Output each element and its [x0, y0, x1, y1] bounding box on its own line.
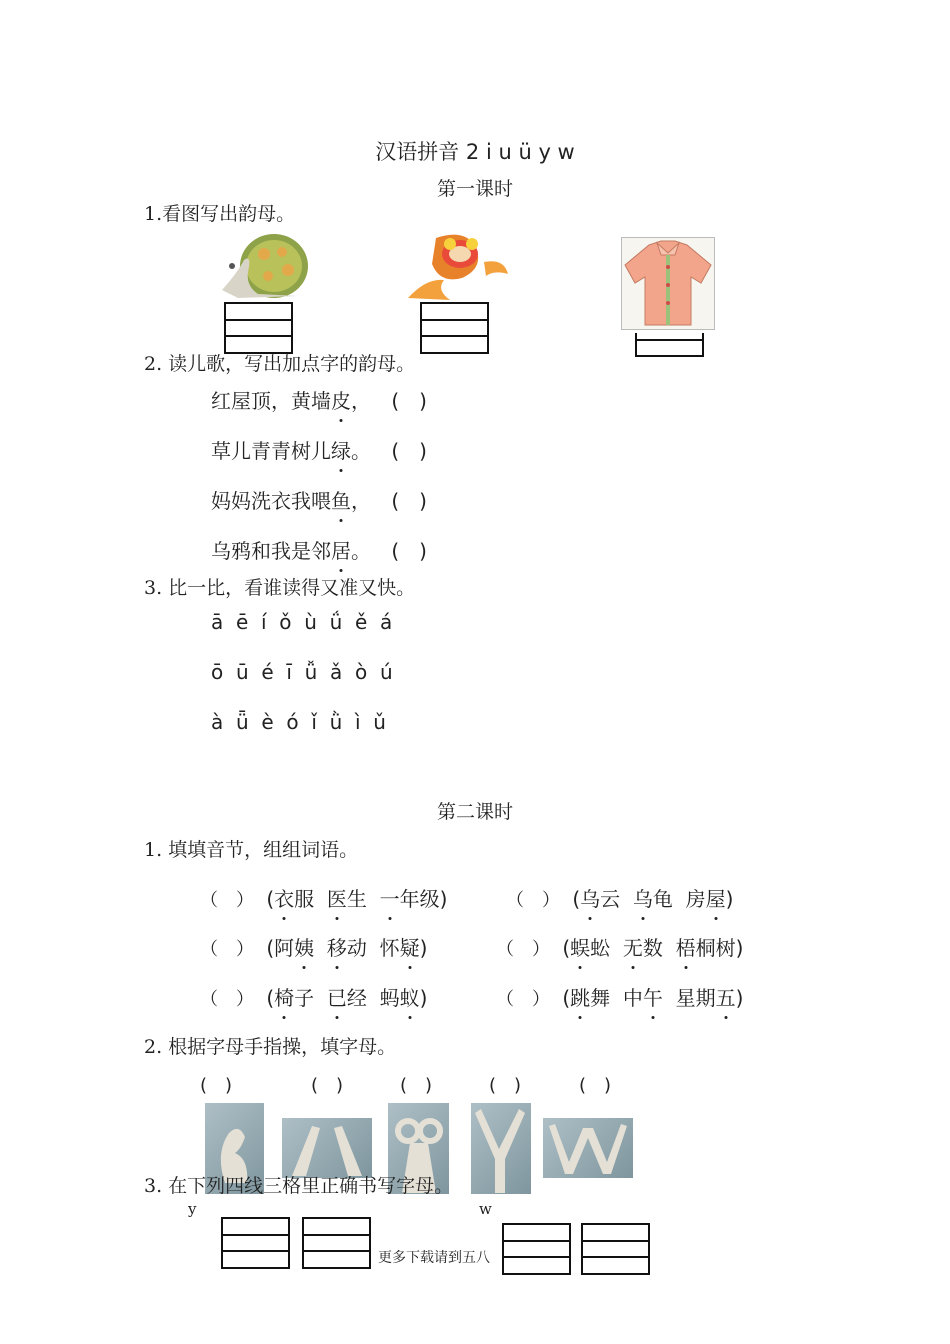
page-title: 汉语拼音 2 i u ü y w: [375, 140, 575, 164]
word-group-2: （ ） (乌云 乌龟 房屋): [506, 883, 733, 912]
dotted-char: 五: [716, 982, 736, 1011]
answer-blank[interactable]: ( ): [391, 539, 427, 563]
dotted-char: 皮: [331, 385, 351, 414]
dotted-char: 屋: [706, 883, 726, 912]
hand-answer-3[interactable]: ( ): [400, 1075, 433, 1096]
hand-gesture-photo-2: [282, 1118, 372, 1178]
answer-blank[interactable]: （ ）: [496, 939, 550, 960]
poem-line-4: [211, 535, 427, 564]
writing-grid-2[interactable]: [420, 302, 489, 354]
poem-text: 草儿青青树儿: [211, 439, 331, 463]
letter-grid-1[interactable]: [221, 1217, 290, 1269]
question-1-3: 3. 比一比，看谁读得又准又快。: [144, 577, 416, 599]
letter-grid-3[interactable]: [502, 1223, 571, 1275]
dotted-char: 无: [623, 932, 643, 961]
answer-blank[interactable]: （ ）: [200, 890, 254, 911]
dotted-char: 蚁: [400, 982, 420, 1011]
lesson2-heading: 第二课时: [436, 801, 513, 823]
poem-punct: 。: [351, 539, 371, 563]
poem-text: 妈妈洗衣我喂: [211, 489, 331, 513]
poem-line-3: [211, 485, 427, 514]
word-group-6: （ ） (跳舞 中午 星期五): [496, 982, 743, 1011]
dotted-char: 绿: [331, 435, 351, 464]
word-group-5: （ ） (椅子 已经 蚂蚁): [200, 982, 427, 1011]
dotted-char: 姨: [294, 932, 314, 961]
letter-w-label: w: [479, 1200, 492, 1218]
hand-gesture-photo-5: [543, 1118, 633, 1178]
tone-row-3: à ǖ è ó ǐ ǜ ì ǔ: [211, 710, 386, 734]
question-1-1: 1.看图写出韵母。: [144, 203, 296, 225]
question-2-1: 1. 填填音节，组组词语。: [144, 839, 359, 861]
dotted-char: 疑: [400, 932, 420, 961]
dotted-char: 已: [327, 982, 347, 1011]
tone-row-2: ō ū é ī ǚ ǎ ò ú: [211, 660, 393, 684]
hand-answer-1[interactable]: ( ): [200, 1075, 233, 1096]
answer-blank[interactable]: ( ): [391, 389, 427, 413]
dotted-char: 医: [327, 883, 347, 912]
lesson1-heading: 第一课时: [436, 178, 513, 200]
word-group-1: （ ） (衣服 医生 一年级): [200, 883, 447, 912]
poem-line-1: [211, 385, 427, 414]
question-2-2: 2. 根据字母手指操，填字母。: [144, 1036, 397, 1058]
answer-blank[interactable]: ( ): [391, 489, 427, 513]
letter-y-label: y: [188, 1200, 197, 1218]
hand-answer-2[interactable]: ( ): [311, 1075, 344, 1096]
dotted-char: 乌: [580, 883, 600, 912]
dotted-char: 午: [643, 982, 663, 1011]
writing-grid-1[interactable]: [224, 302, 293, 354]
dotted-char: 移: [327, 932, 347, 961]
word-group-3: （ ） (阿姨 移动 怀疑): [200, 932, 427, 961]
hand-answer-4[interactable]: ( ): [489, 1075, 522, 1096]
poem-punct: ，: [351, 389, 371, 413]
letter-grid-2[interactable]: [302, 1217, 371, 1269]
goldfish-picture: [406, 228, 510, 302]
dotted-char: 一: [380, 883, 400, 912]
dotted-char: 椅: [274, 982, 294, 1011]
letter-grid-4[interactable]: [581, 1223, 650, 1275]
shirt-picture: [621, 237, 715, 330]
writing-grid-3[interactable]: [635, 333, 704, 357]
footer-watermark: 更多下载请到五八: [378, 1247, 495, 1267]
poem-line-2: [211, 435, 427, 464]
answer-blank[interactable]: （ ）: [200, 939, 254, 960]
dotted-char: 跳: [570, 982, 590, 1011]
snail-picture: [218, 232, 310, 300]
answer-blank[interactable]: ( ): [391, 439, 427, 463]
hand-answer-5[interactable]: ( ): [579, 1075, 612, 1096]
answer-blank[interactable]: （ ）: [506, 890, 560, 911]
tone-row-1: ā ē í ǒ ù ǘ ě á: [211, 610, 393, 634]
hand-gesture-photo-4: [471, 1103, 531, 1194]
answer-blank[interactable]: （ ）: [496, 989, 550, 1010]
dotted-char: 蜈: [570, 932, 590, 961]
poem-text: 红屋顶，黄墙: [211, 389, 331, 413]
question-1-2: 2. 读儿歌，写出加点字的韵母。: [144, 353, 416, 375]
dotted-char: 鱼: [331, 485, 351, 514]
question-2-3: 3. 在下列四线三格里正确书写字母。: [144, 1175, 454, 1197]
word-group-4: （ ） (蜈蚣 无数 梧桐树): [496, 932, 743, 961]
answer-blank[interactable]: （ ）: [200, 989, 254, 1010]
dotted-char: 居: [331, 535, 351, 564]
poem-punct: 。: [351, 439, 371, 463]
poem-punct: ，: [351, 489, 371, 513]
dotted-char: 梧: [676, 932, 696, 961]
poem-text: 乌鸦和我是邻: [211, 539, 331, 563]
dotted-char: 乌: [633, 883, 653, 912]
dotted-char: 衣: [274, 883, 294, 912]
